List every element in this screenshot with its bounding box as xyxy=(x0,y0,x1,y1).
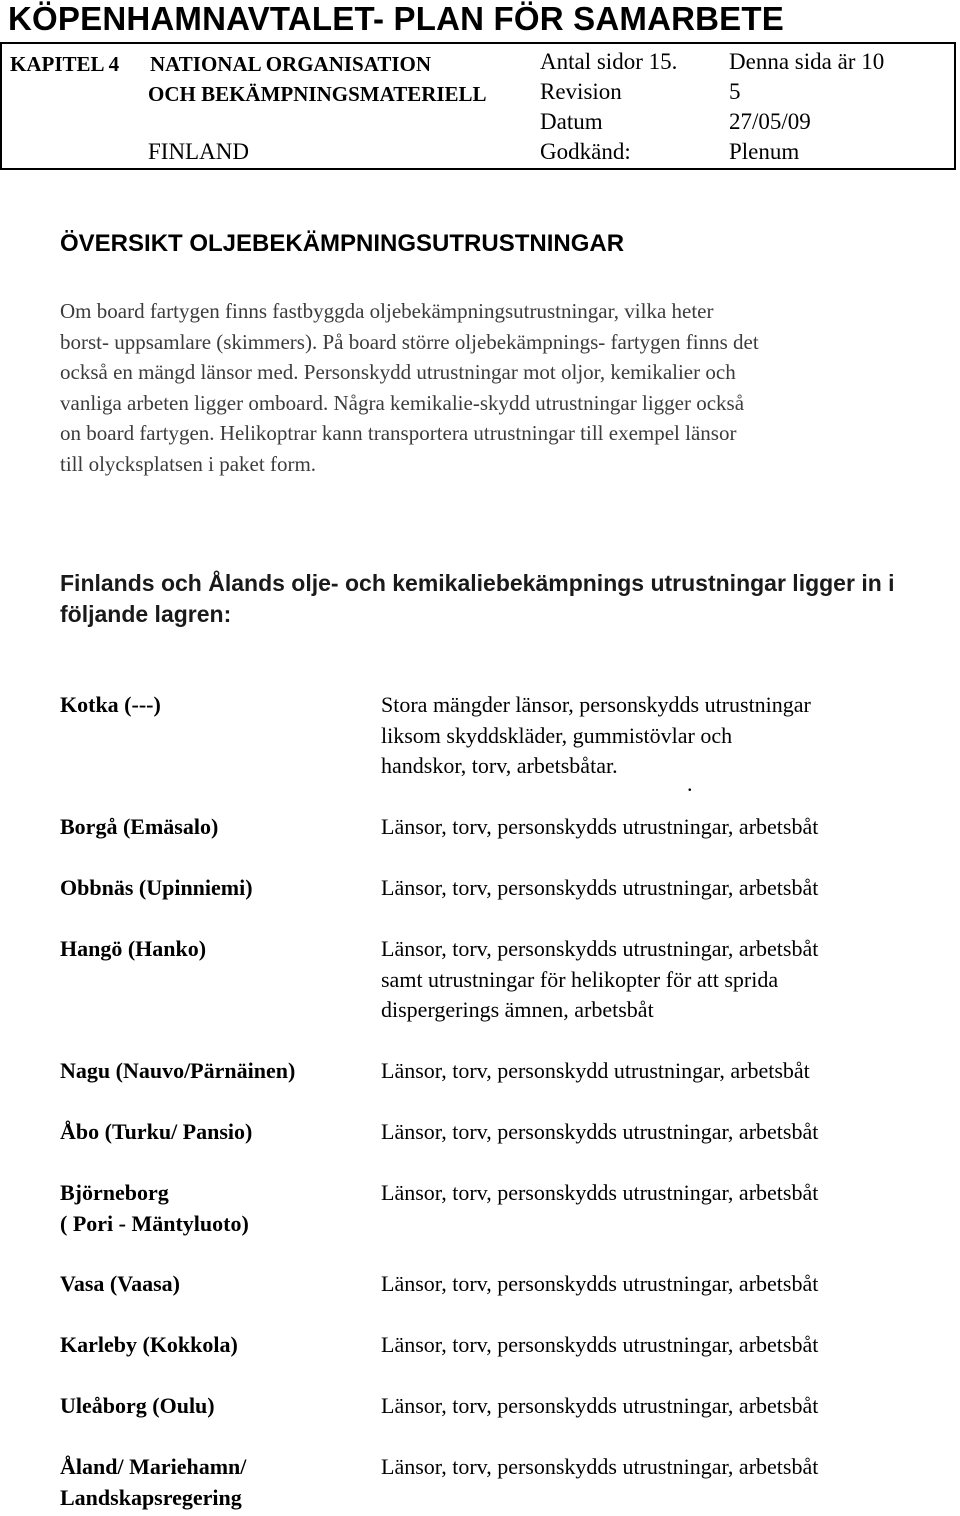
overview-line: Om board fartygen finns fastbyggda oljebekämpningsutrustningar, vilka heter xyxy=(60,299,714,323)
location-desc-vasa xyxy=(381,1269,818,1300)
location-desc-line: Länsor, torv, personskydds utrustningar, arbetsbåt xyxy=(381,814,819,839)
location-desc-line: dispergerings ämnen, arbetsbåt xyxy=(381,997,654,1022)
location-name-bjorneborg xyxy=(60,1178,249,1239)
location-name-line: Vasa (Vaasa) xyxy=(60,1271,181,1296)
location-desc-line: Stora mängder länsor, personskydds utrustningar xyxy=(381,692,811,717)
location-name-karleby xyxy=(60,1330,238,1361)
date-value: 27/05/09 xyxy=(729,109,811,134)
overview-line: borst- uppsamlare (skimmers). På board större oljebekämpnings- fartygen finns det xyxy=(60,329,759,354)
location-name-nagu xyxy=(60,1056,295,1087)
approved-value: Plenum xyxy=(729,139,800,164)
location-name-line: Åbo (Turku/ Pansio) xyxy=(60,1119,253,1144)
location-desc-line: liksom skyddskläder, gummistövlar och xyxy=(381,722,733,748)
overview-line: on board fartygen. Helikoptrar kann transportera utrustningar till exempel länsor xyxy=(60,421,737,446)
location-name-line: Karleby (Kokkola) xyxy=(60,1332,238,1357)
page-count-label: Antal sidor 15. xyxy=(540,49,678,74)
location-desc-line: Länsor, torv, personskydds utrustningar, arbetsbåt xyxy=(381,1271,819,1296)
location-name-line: Landskapsregering xyxy=(60,1484,242,1510)
approved-label: Godkänd: xyxy=(540,139,631,164)
location-desc-line: Länsor, torv, personskydds utrustningar, arbetsbåt xyxy=(381,1332,819,1357)
location-name-line: Uleåborg (Oulu) xyxy=(60,1393,215,1418)
location-name-line: Björneborg xyxy=(60,1180,169,1205)
section-title-line1: NATIONAL ORGANISATION xyxy=(150,52,432,76)
location-name-hango xyxy=(60,934,206,965)
location-desc-bjorneborg xyxy=(381,1178,818,1209)
overview-heading: ÖVERSIKT OLJEBEKÄMPNINGSUTRUSTNINGAR xyxy=(60,230,625,257)
location-name-vasa xyxy=(60,1269,180,1300)
location-desc-line: Länsor, torv, personskydds utrustningar, arbetsbåt xyxy=(381,936,819,961)
location-name-line: Hangö (Hanko) xyxy=(60,936,207,961)
location-name-aland xyxy=(60,1452,246,1513)
location-name-abo xyxy=(60,1117,252,1148)
location-name-uleaborg xyxy=(60,1391,215,1422)
location-name-line: Åland/ Mariehamn/ xyxy=(60,1454,247,1479)
revision-label: Revision xyxy=(540,79,622,104)
location-desc-line: Länsor, torv, personskydds utrustningar, arbetsbåt xyxy=(381,1393,819,1418)
section-title-line2: OCH BEKÄMPNINGSMATERIELL xyxy=(148,82,487,106)
this-page-label: Denna sida är 10 xyxy=(729,49,885,74)
storage-intro-line: följande lagren: xyxy=(60,601,232,627)
location-desc-line: Länsor, torv, personskydds utrustningar, arbetsbåt xyxy=(381,875,819,900)
location-desc-line: Länsor, torv, personskydds utrustningar, arbetsbåt xyxy=(381,1180,819,1205)
location-desc-line: Länsor, torv, personskydds utrustningar, arbetsbåt xyxy=(381,1119,819,1144)
chapter-label: KAPITEL 4 xyxy=(10,52,120,76)
document-header xyxy=(0,42,956,170)
storage-intro-line: Finlands och Ålands olje- och kemikaliebekämpnings utrustningar ligger in i xyxy=(60,570,895,596)
overview-line: också en mängd länsor med. Personskydd utrustningar mot oljor, kemikalier och xyxy=(60,360,736,385)
location-desc-line: handskor, torv, arbetsbåtar. xyxy=(381,753,618,778)
location-desc-line: Länsor, torv, personskydds utrustningar, arbetsbåt xyxy=(381,1454,819,1479)
overview-line: till olycksplatsen i paket form. xyxy=(60,451,317,476)
date-label: Datum xyxy=(540,109,603,134)
location-desc-uleaborg xyxy=(381,1391,818,1422)
location-desc-kotka xyxy=(381,690,811,796)
location-desc-nagu xyxy=(381,1056,810,1087)
location-name-line: Obbnäs (Upinniemi) xyxy=(60,875,253,900)
document-title: KÖPENHAMNAVTALET- PLAN FÖR SAMARBETE xyxy=(8,0,784,37)
location-name-line: Nagu (Nauvo/Pärnäinen) xyxy=(60,1058,296,1083)
location-desc-aland xyxy=(381,1452,818,1483)
location-name-line: Borgå (Emäsalo) xyxy=(60,814,219,839)
storage-intro xyxy=(60,568,940,630)
location-name-borga xyxy=(60,812,218,843)
location-name-obbnas xyxy=(60,873,253,904)
location-desc-obbnas xyxy=(381,873,818,904)
location-desc-karleby xyxy=(381,1330,818,1361)
overview-paragraph xyxy=(60,296,935,480)
location-name-line: Kotka (---) xyxy=(60,692,161,717)
location-desc-abo xyxy=(381,1117,818,1148)
overview-line: vanliga arbeten ligger omboard. Några kemikalie-skydd utrustningar ligger också xyxy=(60,390,745,415)
location-desc-borga xyxy=(381,812,818,843)
revision-value: 5 xyxy=(729,79,741,104)
location-desc-line: . xyxy=(687,770,693,796)
location-name-line: ( Pori - Mäntyluoto) xyxy=(60,1210,249,1236)
location-name-kotka xyxy=(60,690,161,721)
section-title-line3: FINLAND xyxy=(148,139,249,164)
location-desc-line: samt utrustningar för helikopter för att sprida xyxy=(381,966,779,992)
location-desc-hango xyxy=(381,934,818,1026)
location-desc-line: Länsor, torv, personskydd utrustningar, arbetsbåt xyxy=(381,1058,810,1083)
